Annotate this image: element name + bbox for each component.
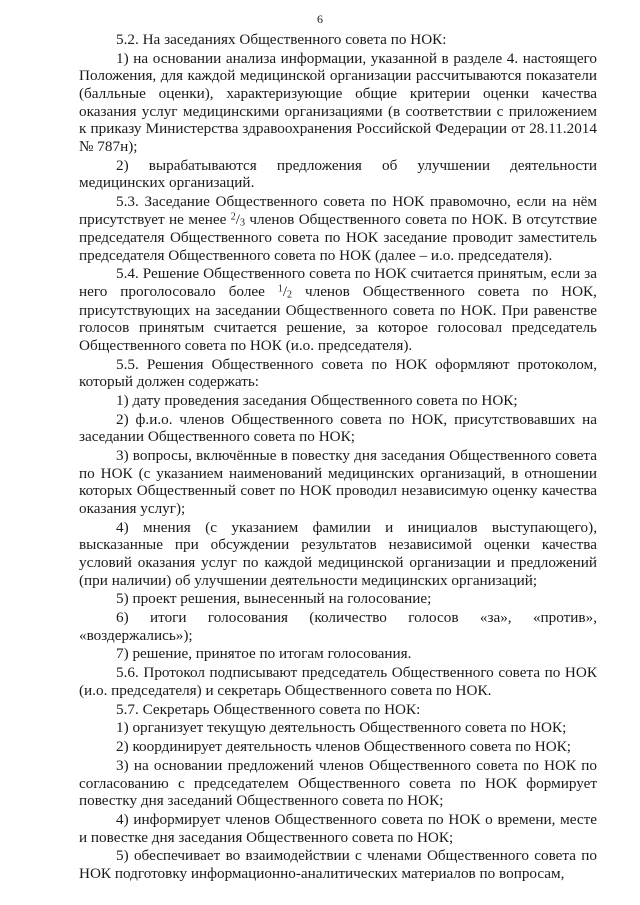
- fraction-two-thirds: $^2/_3$: [230, 211, 245, 228]
- fraction-one-half: $^1/_2$: [277, 283, 293, 301]
- paragraph-5-7-item-2: 2) координирует деятельность членов Общественного совета по НОК;: [116, 738, 572, 756]
- paragraph-5-5-item-5: 5) проект решения, вынесенный на голосование;: [116, 590, 432, 608]
- paragraph-5-4: [79, 265, 597, 354]
- paragraph-5-3-text-start: 5.3. Заседание Общественного совета по НОК правомочно, если на нём присутствует не менее: [79, 192, 597, 228]
- paragraph-5-2: 5.2. На заседаниях Общественного совета по НОК:: [116, 31, 447, 48]
- paragraph-5-5-item-6: 6) итоги голосования (количество голосов «за», «против», «воздержались»);: [79, 609, 597, 644]
- fraction-denominator: 2: [287, 289, 293, 301]
- paragraph-5-4-text-start: 5.4. Решение Общественного совета по НОК считается принятым, если за него проголосовало более: [79, 265, 597, 301]
- page-number: 6: [317, 12, 323, 26]
- paragraph-5-3: [79, 193, 597, 264]
- paragraph-5-5: 5.5. Решения Общественного совета по НОК оформляют протоколом, который должен содержать:: [79, 355, 597, 391]
- paragraph-5-5-item-3: 3) вопросы, включённые в повестку дня заседания Общественного совета по НОК (с указанием наименований медицинских организаций, в отношении которых Общественный совет по НОК проводил независимую оценку качества оказания услуг);: [79, 447, 597, 517]
- fraction-denominator: 3: [239, 217, 245, 228]
- paragraph-5-7-item-1: 1) организует текущую деятельность Общественного совета по НОК;: [116, 719, 567, 737]
- paragraph-5-7: 5.7. Секретарь Общественного совета по НОК:: [116, 700, 421, 718]
- paragraph-5-5-item-7: 7) решение, принятое по итогам голосования.: [116, 645, 412, 663]
- paragraph-5-7-item-3: 3) на основании предложений членов Общественного совета по НОК по согласованию с председателем Общественного совета по НОК формирует повестку дня заседаний Общественного совета по НОК;: [79, 756, 597, 810]
- paragraph-5-5-item-2: 2) ф.и.о. членов Общественного совета по НОК, присутствовавших на заседании Общественного совета по НОК;: [79, 410, 597, 446]
- paragraph-5-6: 5.6. Протокол подписывают председатель Общественного совета по НОК (и.о. председателя) и секретарь Общественного совета по НОК.: [79, 664, 597, 699]
- paragraph-5-4-text-end: членов Общественного совета по НОК, присутствующих на заседании Общественного совета по НОК. При равенстве голосов принятым считается решение, за которое голосовал председатель Общественного совета по НОК (и.о. председателя).: [79, 283, 597, 354]
- paragraph-5-3-text-end: членов Общественного совета по НОК. В отсутствие председателя Общественного совета по НОК заседание проводит заместитель председателя Общественного совета по НОК (далее – и.о. председателя).: [79, 210, 597, 264]
- paragraph-5-7-item-4: 4) информирует членов Общественного совета по НОК о времени, месте и повестке дня заседания Общественного совета по НОК;: [79, 810, 597, 846]
- paragraph-5-2-item-1: 1) на основании анализа информации, указанной в разделе 4. настоящего Положения, для каждой медицинской организации рассчитываются показатели (балльные оценки), характеризующие общие критерии оценки качества оказания услуг медицинскими организациями (в соответствии с приложением к приказу Министерства здравоохранения Российской Федерации от 28.11.2014 № 787н);: [79, 49, 597, 155]
- paragraph-5-2-item-2: 2) вырабатываются предложения об улучшении деятельности медицинских организаций.: [79, 156, 597, 192]
- document-body: [79, 31, 597, 884]
- paragraph-5-7-item-5: 5) обеспечивает во взаимодействии с членами Общественного совета по НОК подготовку информационно-аналитических материалов по вопросам,: [79, 847, 597, 882]
- paragraph-5-5-item-4: 4) мнения (с указанием фамилии и инициалов выступающего), высказанные при обсуждении результатов независимой оценки качества условий оказания услуг по каждой медицинской организации и предложений (при наличии) об улучшении деятельности медицинских организаций;: [79, 518, 597, 589]
- paragraph-5-5-item-1: 1) дату проведения заседания Общественного совета по НОК;: [116, 392, 518, 409]
- fraction-numerator: 2: [230, 211, 236, 222]
- fraction-numerator: 1: [277, 283, 283, 295]
